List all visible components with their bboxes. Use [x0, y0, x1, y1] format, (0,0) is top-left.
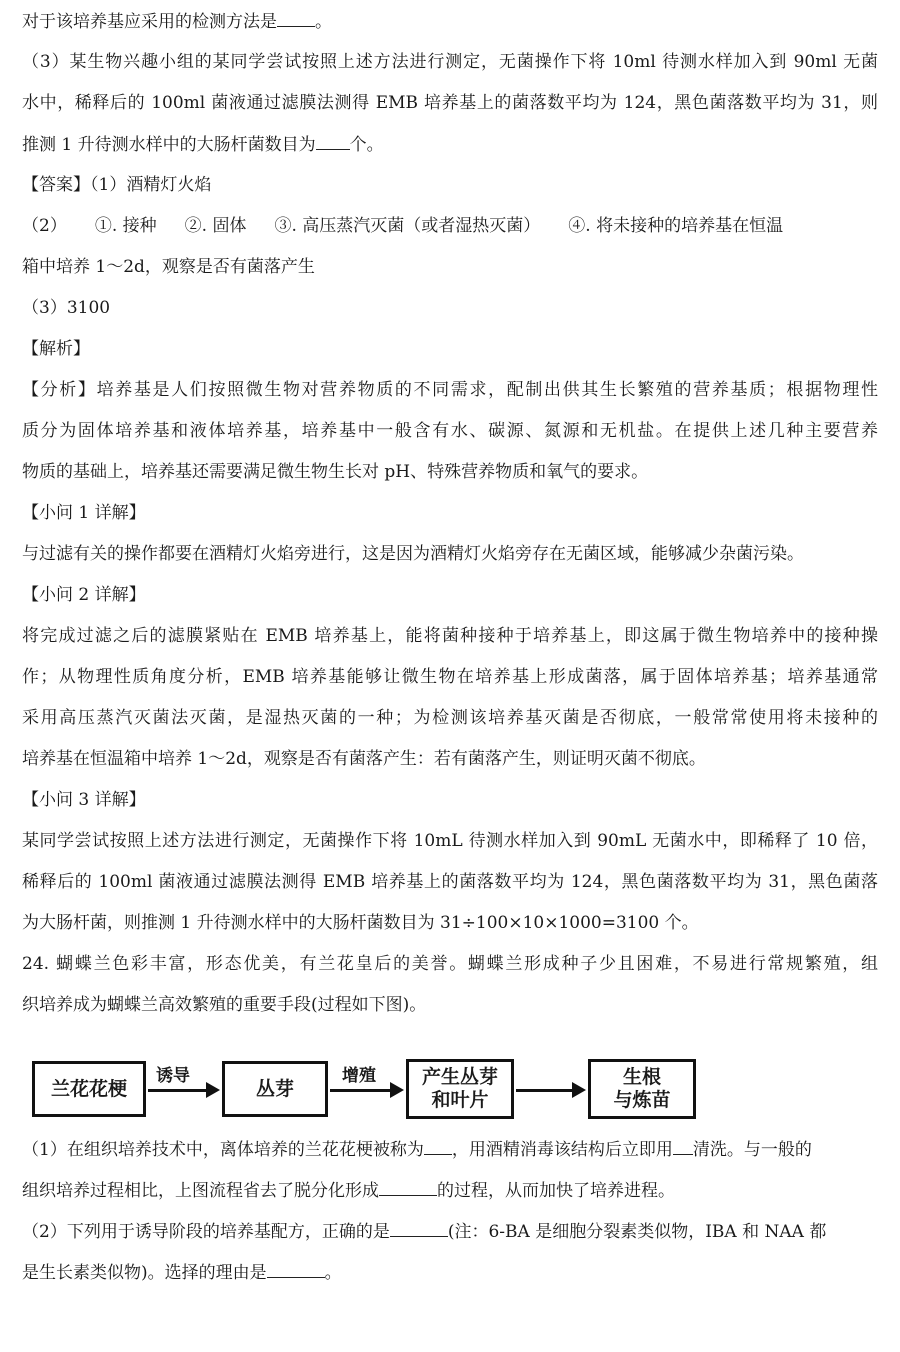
question-line: 24. 蝴蝶兰色彩丰富，形态优美，有兰花皇后的美誉。蝴蝶兰形成种子少且困难，不易进行常规繁殖，组 — [22, 954, 878, 974]
text: 个。 — [349, 135, 384, 155]
arrow-line — [516, 1089, 574, 1092]
question-line — [22, 1261, 878, 1284]
text: 推测 1 升待测水样中的大肠杆菌数目为 — [22, 135, 316, 155]
text: （1）酒精灯火焰 — [90, 175, 212, 195]
answer-blank — [267, 1261, 325, 1278]
question-line — [22, 1220, 878, 1243]
analysis-line: 为大肠杆菌，则推测 1 升待测水样中的大肠杆菌数目为 31÷100×10×1000=3100 个。 — [22, 913, 699, 933]
text: （1）在组织培养技术中，离体培养的兰花花梗被称为 — [22, 1140, 424, 1160]
section-label: 【解析】 — [22, 339, 90, 359]
answer-blank — [424, 1138, 452, 1155]
analysis-line: 稀释后的 100ml 菌液通过滤膜法测得 EMB 培养基上的菌落数平均为 124，黑色菌落数平均为 31，黑色菌落 — [22, 872, 878, 892]
answer-line: （3）3100 — [22, 298, 111, 318]
question-line — [22, 1179, 878, 1202]
text: (注：6-BA 是细胞分裂素类似物，IBA 和 NAA 都 — [447, 1222, 827, 1242]
arrow-head-icon — [572, 1082, 586, 1098]
text: ③. 高压蒸汽灭菌（或者湿热灭菌） — [274, 216, 541, 236]
analysis-line: 将完成过滤之后的滤膜紧贴在 EMB 培养基上，能将菌种接种于培养基上，即这属于微生物培养中的接种操 — [22, 626, 878, 646]
answer-blank — [379, 1179, 437, 1196]
text: 是生长素类似物)。选择的理由是 — [22, 1263, 267, 1283]
diagram-box-stalk: 兰花花梗 — [32, 1061, 146, 1117]
diagram-box-rooting — [588, 1059, 696, 1119]
analysis-line: 质分为固体培养基和液体培养基，培养基中一般含有水、碳源、氮源和无机盐。在提供上述几种主要营养 — [22, 421, 878, 441]
answer-label: 【答案】 — [22, 175, 90, 195]
text: ，用酒精消毒该结构后立即用 — [451, 1140, 673, 1160]
answer-blank — [673, 1138, 693, 1155]
analysis-line: 作；从物理性质角度分析，EMB 培养基能够让微生物在培养基上形成菌落，属于固体培养基；培养基通常 — [22, 667, 878, 687]
answer-blank — [277, 10, 315, 27]
question-line — [22, 10, 878, 33]
question-line — [22, 1138, 878, 1161]
box-text: 产生丛芽 — [421, 1066, 498, 1088]
text: ②. 固体 — [184, 216, 247, 236]
text: 组织培养过程相比，上图流程省去了脱分化形成 — [22, 1181, 379, 1201]
text: （2）下列用于诱导阶段的培养基配方，正确的是 — [22, 1222, 390, 1242]
question-line: 水中，稀释后的 100ml 菌液通过滤膜法测得 EMB 培养基上的菌落数平均为 124，黑色菌落数平均为 31，则 — [22, 93, 878, 113]
text: ④. 将未接种的培养基在恒温 — [568, 216, 784, 236]
text: 对于该培养基应采用的检测方法是 — [22, 12, 277, 32]
analysis-line: 与过滤有关的操作都要在酒精灯火焰旁进行，这是因为酒精灯火焰旁存在无菌区域，能够减少杂菌污染。 — [22, 544, 804, 564]
arrow-label-induce: 诱导 — [156, 1066, 190, 1086]
arrow-label-proliferate: 增殖 — [342, 1066, 376, 1086]
text: 。 — [315, 12, 332, 32]
process-diagram — [22, 1055, 722, 1125]
diagram-box-shoots-leaves — [406, 1059, 514, 1119]
arrow-line — [148, 1089, 208, 1092]
box-text: 和叶片 — [431, 1089, 489, 1111]
question-line: （3）某生物兴趣小组的某同学尝试按照上述方法进行测定，无菌操作下将 10ml 待测水样加入到 90ml 无菌 — [22, 52, 878, 72]
answer-line: 箱中培养 1～2d，观察是否有菌落产生 — [22, 257, 315, 277]
analysis-line: 采用高压蒸汽灭菌法灭菌，是湿热灭菌的一种；为检测该培养基灭菌是否彻底，一般常常使用将未接种的 — [22, 708, 878, 728]
section-label: 【小问 2 详解】 — [22, 585, 146, 605]
arrow-head-icon — [390, 1082, 404, 1098]
section-label: 【小问 3 详解】 — [22, 790, 146, 810]
answer-line — [22, 215, 878, 237]
diagram-box-buds: 丛芽 — [222, 1061, 328, 1117]
answer-blank — [390, 1220, 448, 1237]
box-text: 与炼苗 — [613, 1089, 671, 1111]
section-label: 【小问 1 详解】 — [22, 503, 146, 523]
text: 。 — [324, 1263, 342, 1283]
text: （2） — [22, 216, 67, 236]
text: 清洗。与一般的 — [692, 1140, 812, 1160]
question-line — [22, 133, 878, 156]
arrow-line — [330, 1089, 392, 1092]
analysis-line: 物质的基础上，培养基还需要满足微生物生长对 pH、特殊营养物质和氧气的要求。 — [22, 462, 649, 482]
box-text: 生根 — [622, 1066, 661, 1088]
analysis-line: 【分析】培养基是人们按照微生物对营养物质的不同需求，配制出供其生长繁殖的营养基质；根据物理性 — [22, 380, 878, 400]
answer-line — [22, 174, 878, 196]
answer-blank — [316, 133, 350, 150]
text: ①. 接种 — [94, 216, 157, 236]
analysis-line: 培养基在恒温箱中培养 1～2d，观察是否有菌落产生：若有菌落产生，则证明灭菌不彻底。 — [22, 749, 706, 769]
text: 的过程，从而加快了培养进程。 — [437, 1181, 675, 1201]
arrow-head-icon — [206, 1082, 220, 1098]
analysis-line: 某同学尝试按照上述方法进行测定，无菌操作下将 10mL 待测水样加入到 90mL 无菌水中，即稀释了 10 倍， — [22, 831, 878, 851]
question-line: 织培养成为蝴蝶兰高效繁殖的重要手段(过程如下图)。 — [22, 995, 427, 1015]
